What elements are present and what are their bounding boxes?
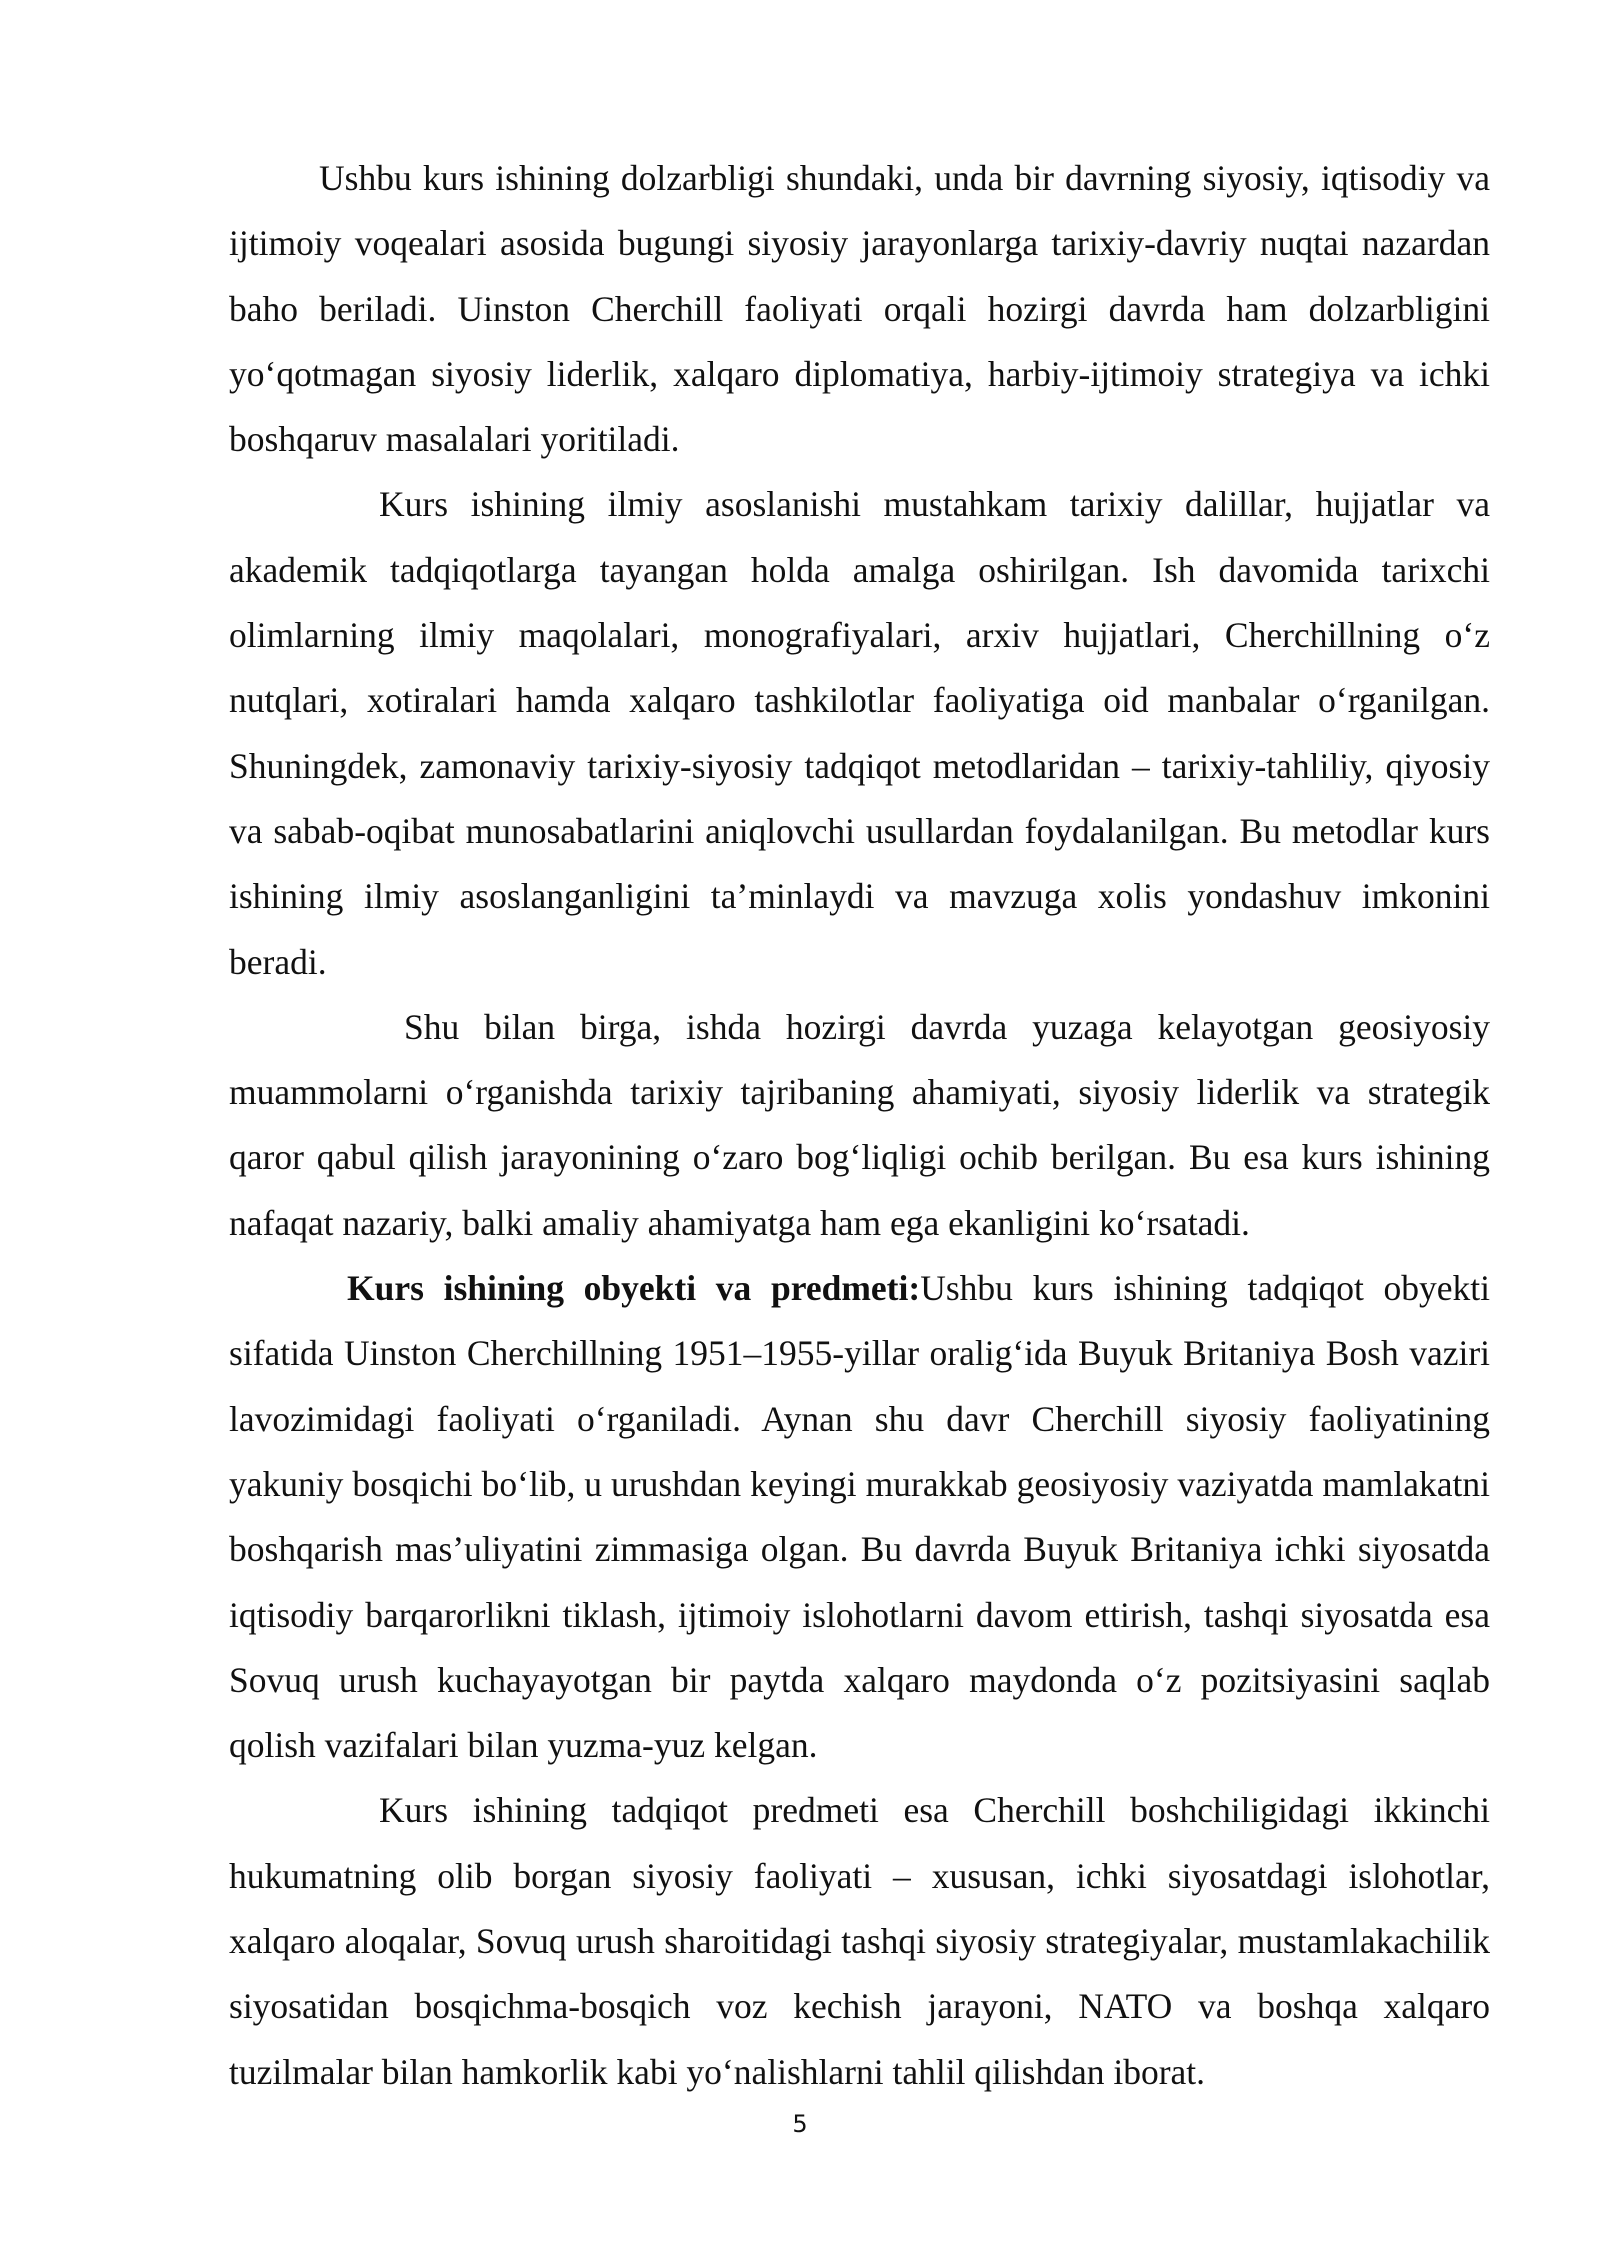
page-number: 5 (792, 2110, 808, 2138)
paragraph-object (229, 1256, 1490, 1778)
paragraph-relevance (229, 146, 1490, 472)
paragraph-geopolitics (229, 995, 1490, 1256)
paragraph-subject-text: Kurs ishining tadqiqot predmeti esa Cherchill boshchiligidagi ikkinchi hukumatning olib borgan siyosiy faoliyati – xususan, ichki siyosatdagi islohotlar, xalqaro aloqalar, Sovuq urush sharoitidagi tashqi siyosiy strategiyalar, mustamlakachilik siyosatidan bosqichma-bosqich voz kechish jarayoni, NATO va boshqa xalqaro tuzilmalar bilan hamkorlik kabi yo‘nalishlarni tahlil qilishdan iborat. (229, 1790, 1490, 2092)
page-body (229, 146, 1490, 2105)
paragraph-subject (229, 1778, 1490, 2104)
paragraph-scientific-basis-text: Kurs ishining ilmiy asoslanishi mustahkam tarixiy dalillar, hujjatlar va akademik tadqiqotlarga tayangan holda amalga oshirilgan. Ish davomida tarixchi olimlarning ilmiy maqolalari, monografiyalari, arxiv hujjatlari, Cherchillning o‘z nutqlari, xotiralari hamda xalqaro tashkilotlar faoliyatiga oid manbalar o‘rganilgan. Shuningdek, zamonaviy tarixiy-siyosiy tadqiqot metodlaridan – tarixiy-tahliliy, qiyosiy va sabab-oqibat munosabatlarini aniqlovchi usullardan foydalanilgan. Bu metodlar kurs ishining ilmiy asoslanganligini ta’minlaydi va mavzuga xolis yondashuv imkonini beradi. (229, 484, 1490, 982)
paragraph-relevance-text: Ushbu kurs ishining dolzarbligi shundaki, unda bir davrning siyosiy, iqtisodiy va ijtimoiy voqealari asosida bugungi siyosiy jarayonlarga tarixiy-davriy nuqtai nazardan baho beriladi. Uinston Cherchill faoliyati orqali hozirgi davrda ham dolzarbligini yo‘qotmagan siyosiy liderlik, xalqaro diplomatiya, harbiy-ijtimoiy strategiya va ichki boshqaruv masalalari yoritiladi. (229, 158, 1490, 460)
paragraph-object-text: Ushbu kurs ishining tadqiqot obyekti sifatida Uinston Cherchillning 1951–1955-yillar oralig‘ida Buyuk Britaniya Bosh vaziri lavozimidagi faoliyati o‘rganiladi. Aynan shu davr Cherchill siyosiy faoliyatining yakuniy bosqichi bo‘lib, u urushdan keyingi murakkab geosiyosiy vaziyatda mamlakatni boshqarish mas’uliyatini zimmasiga olgan. Bu davrda Buyuk Britaniya ichki siyosatda iqtisodiy barqarorlikni tiklash, ijtimoiy islohotlarni davom ettirish, tashqi siyosatda esa Sovuq urush kuchayayotgan bir paytda xalqaro maydonda o‘z pozitsiyasini saqlab qolish vazifalari bilan yuzma-yuz kelgan. (229, 1268, 1491, 1766)
paragraph-geopolitics-text: Shu bilan birga, ishda hozirgi davrda yuzaga kelayotgan geosiyosiy muammolarni o‘rganishda tarixiy tajribaning ahamiyati, siyosiy liderlik va strategik qaror qabul qilish jarayonining o‘zaro bog‘liqligi ochib berilgan. Bu esa kurs ishining nafaqat nazariy, balki amaliy ahamiyatga ham ega ekanligini ko‘rsatadi. (229, 1006, 1490, 1243)
section-heading-object-subject: Kurs ishining obyekti va predmeti: (347, 1268, 921, 1309)
paragraph-scientific-basis (229, 472, 1490, 994)
